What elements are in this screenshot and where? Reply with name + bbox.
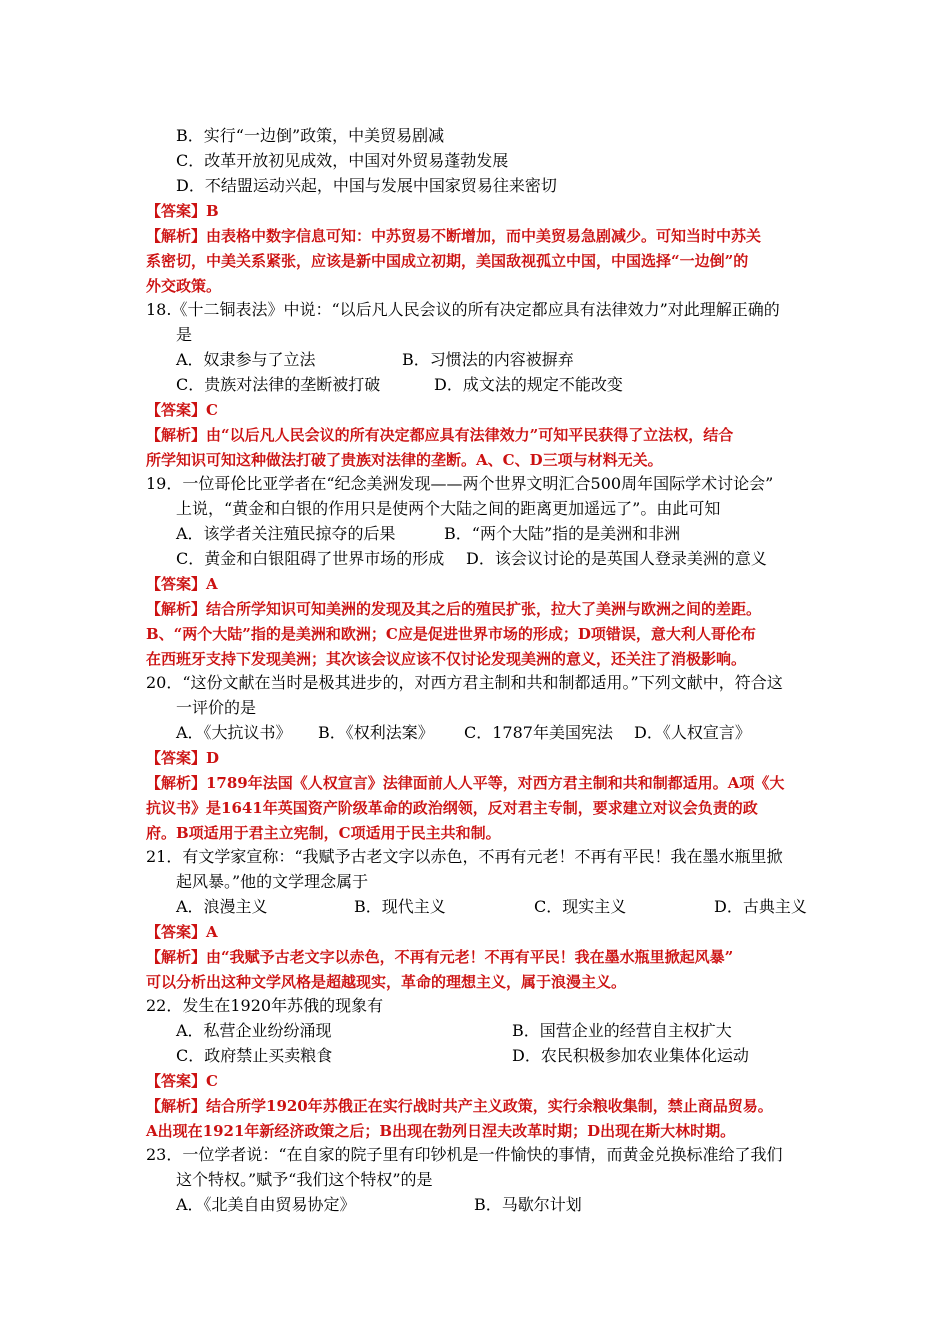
q18-stem-line: 是 [176,325,193,344]
q23-stem-line: 这个特权。”赋予“我们这个特权”的是 [176,1170,433,1189]
q20-option-d: D．《人权宣言》 [634,723,751,742]
q18-option-d: D．成文法的规定不能改变 [434,375,623,394]
q21-analysis-line: 【解析】由“我赋予古老文字以赤色，不再有元老！不再有平民！我在墨水瓶里掀起风暴” [146,948,734,966]
q19-analysis-line: 【解析】结合所学知识可知美洲的发现及其之后的殖民扩张，拉大了美洲与欧洲之间的差距。 [146,600,762,618]
q20-stem-line: 一评价的是 [176,698,257,717]
q19-answer: 【答案】A [146,575,218,593]
q22-analysis-line: A出现在1921年新经济政策之后；B出现在勃列日涅夫改革时期；D出现在斯大林时期。 [146,1122,736,1140]
q20-option-a: A．《大抗议书》 [176,723,292,742]
q17-option-d: D．不结盟运动兴起，中国与发展中国家贸易往来密切 [176,176,557,195]
q22-option-a: A．私营企业纷纷涌现 [176,1021,332,1040]
q20-answer: 【答案】D [146,749,220,767]
q19-option-b: B．“两个大陆”指的是美洲和非洲 [444,524,681,543]
q23-option-b: B．马歇尔计划 [474,1195,582,1214]
q18-option-a: A．奴隶参与了立法 [176,350,316,369]
q20-option-b: B．《权利法案》 [318,723,434,742]
q21-analysis-line: 可以分析出这种文学风格是超越现实，革命的理想主义，属于浪漫主义。 [146,973,627,991]
q22-answer: 【答案】C [146,1072,218,1090]
q22-option-d: D．农民积极参加农业集体化运动 [512,1046,749,1065]
q17-analysis-line: 外交政策。 [146,277,222,295]
q22-option-c: C．政府禁止买卖粮食 [176,1046,333,1065]
q22-analysis-line: 【解析】结合所学1920年苏俄正在实行战时共产主义政策，实行余粮收集制，禁止商品贸易。 [146,1097,773,1115]
q19-analysis-line: B、“两个大陆”指的是美洲和欧洲；C应是促进世界市场的形成；D项错误，意大利人哥伦布 [146,625,756,643]
q19-option-d: D．该会议讨论的是英国人登录美洲的意义 [466,549,767,568]
q19-option-a: A．该学者关注殖民掠夺的后果 [176,524,396,543]
q21-option-b: B．现代主义 [354,897,446,916]
q21-option-a: A．浪漫主义 [176,897,268,916]
q22-option-b: B．国营企业的经营自主权扩大 [512,1021,732,1040]
q18-answer: 【答案】C [146,401,218,419]
q19-stem-line: 上说，“黄金和白银的作用只是使两个大陆之间的距离更加遥远了”。由此可知 [176,499,721,518]
q21-answer: 【答案】A [146,923,218,941]
q22-stem-line: 22．发生在1920年苏俄的现象有 [146,996,384,1015]
q19-analysis-line: 在西班牙支持下发现美洲；其次该会议应该不仅讨论发现美洲的意义，还关注了消极影响。 [146,650,747,668]
q18-option-c: C．贵族对法律的垄断被打破 [176,375,381,394]
q20-analysis-line: 抗议书》是1641年英国资产阶级革命的政治纲领，反对君主专制，要求建立对议会负责的政 [146,799,758,817]
q20-stem-line: 20．“这份文献在当时是极其进步的，对西方君主制和共和制都适用。”下列文献中，符合这 [146,673,783,692]
q21-stem-line: 起风暴。”他的文学理念属于 [176,872,369,891]
q19-stem-line: 19．一位哥伦比亚学者在“纪念美洲发现——两个世界文明汇合500周年国际学术讨论会” [146,474,774,493]
q23-stem-line: 23．一位学者说：“在自家的院子里有印钞机是一件愉快的事情，而黄金兑换标准给了我们 [146,1145,783,1164]
q18-analysis-line: 所学知识可知这种做法打破了贵族对法律的垄断。A、C、D三项与材料无关。 [146,451,663,469]
q20-option-c: C．1787年美国宪法 [464,723,613,742]
q20-analysis-line: 【解析】1789年法国《人权宣言》法律面前人人平等，对西方君主制和共和制都适用。A项《大 [146,774,785,792]
q18-option-b: B．习惯法的内容被摒弃 [402,350,574,369]
q21-stem-line: 21．有文学家宣称：“我赋予古老文字以赤色，不再有元老！不再有平民！我在墨水瓶里掀 [146,847,783,866]
q17-analysis-line: 系密切，中美关系紧张，应该是新中国成立初期，美国敌视孤立中国，中国选择“一边倒”的 [146,252,749,270]
q17-option-b: B．实行“一边倒”政策，中美贸易剧减 [176,126,445,145]
q20-analysis-line: 府。B项适用于君主立宪制，C项适用于民主共和制。 [146,824,501,842]
q17-analysis-line: 【解析】由表格中数字信息可知：中苏贸易不断增加，而中美贸易急剧减少。可知当时中苏关 [146,227,762,245]
q17-option-c: C．改革开放初见成效，中国对外贸易蓬勃发展 [176,151,509,170]
q17-answer: 【答案】B [146,202,219,220]
q21-option-c: C．现实主义 [534,897,627,916]
q21-option-d: D．古典主义 [714,897,807,916]
q18-analysis-line: 【解析】由“以后凡人民会议的所有决定都应具有法律效力”可知平民获得了立法权，结合 [146,426,734,444]
q23-option-a: A．《北美自由贸易协定》 [176,1195,356,1214]
q19-option-c: C．黄金和白银阻碍了世界市场的形成 [176,549,445,568]
q18-stem-line: 18.《十二铜表法》中说：“以后凡人民会议的所有决定都应具有法律效力”对此理解正确的 [146,300,780,319]
